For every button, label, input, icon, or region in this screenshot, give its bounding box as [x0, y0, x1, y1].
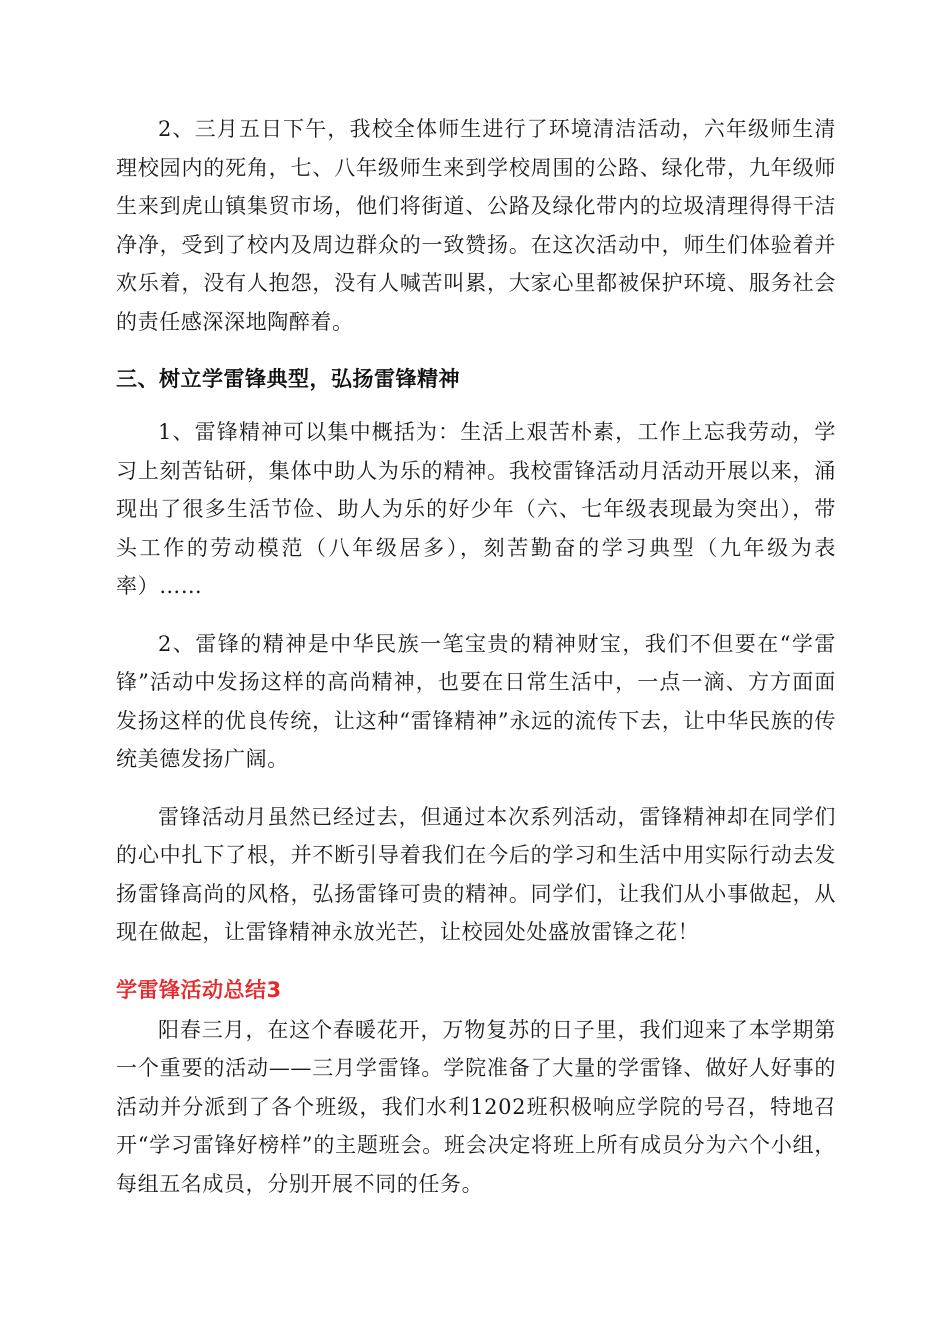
section-heading-3: 三、树立学雷锋典型，弘扬雷锋精神 [116, 367, 460, 391]
document-body [116, 110, 836, 1203]
summary-3-heading: 学雷锋活动总结3 [116, 977, 282, 1002]
paragraph-spirit-summary: 1、雷锋精神可以集中概括为：生活上艰苦朴素，工作上忘我劳动，学习上刻苦钻研，集体中助人为乐的精神。我校雷锋活动月活动开展以来，涌现出了很多生活节俭、助人为乐的好少年（六、七年级表现最为突出），带头工作的劳动模范（八年级居多），刻苦勤奋的学习典型（九年级为表率）…… [116, 420, 836, 598]
paragraph-spirit-treasure: 2、雷锋的精神是中华民族一笔宝贵的精神财宝，我们不但要在“学雷锋”活动中发扬这样的高尚精神，也要在日常生活中，一点一滴、方方面面发扬这样的优良传统，让这种“雷锋精神”永远的流传下去，让中华民族的传统美德发扬广阔。 [116, 631, 836, 771]
paragraph-conclusion: 雷锋活动月虽然已经过去，但通过本次系列活动，雷锋精神却在同学们的心中扎下了根，并不断引导着我们在今后的学习和生活中用实际行动去发扬雷锋高尚的风格，弘扬雷锋可贵的精神。同学们，让我们从小事做起，从现在做起，让雷锋精神永放光芒，让校园处处盛放雷锋之花！ [116, 804, 836, 944]
paragraph-cleanup-activity: 2、三月五日下午，我校全体师生进行了环境清洁活动，六年级师生清理校园内的死角，七、八年级师生来到学校周围的公路、绿化带，九年级师生来到虎山镇集贸市场，他们将街道、公路及绿化带内的垃圾清理得得干洁净净，受到了校内及周边群众的一致赞扬。在这次活动中，师生们体验着并欢乐着，没有人抱怨，没有人喊苦叫累，大家心里都被保护环境、服务社会的责任感深深地陶醉着。 [116, 117, 836, 334]
paragraph-march-activity: 阳春三月，在这个春暖花开，万物复苏的日子里，我们迎来了本学期第一个重要的活动——三月学雷锋。学院准备了大量的学雷锋、做好人好事的活动并分派到了各个班级，我们水利1202班积极响应学院的号召，特地召开“学习雷锋好榜样”的主题班会。班会决定将班上所有成员分为六个小组，每组五名成员，分别开展不同的任务。 [116, 1017, 836, 1196]
